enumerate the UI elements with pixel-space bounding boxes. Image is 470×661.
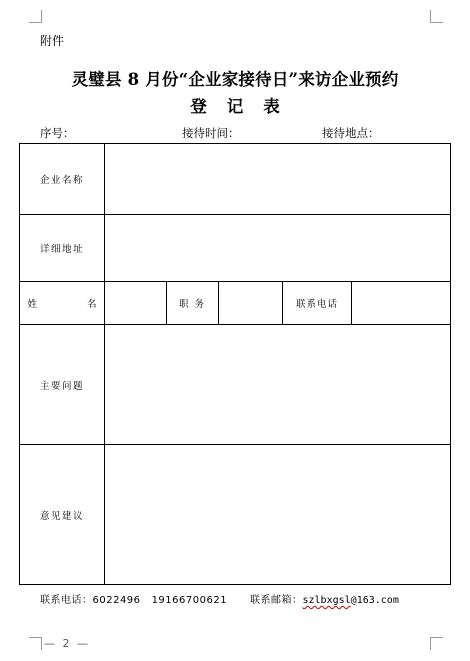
margin-mark-top-right: [430, 10, 443, 23]
table-row: [20, 325, 451, 445]
footer-phone: [40, 591, 227, 606]
serial-number-label: 序号：: [40, 126, 75, 140]
document-title: 灵璧县 8 月份“企业家接待日”来访企业预约: [71, 70, 399, 89]
reception-place-label: 接待地点：: [322, 126, 380, 140]
position-field[interactable]: [219, 282, 283, 325]
margin-mark-top-left: [29, 10, 42, 23]
table-row: [20, 282, 451, 325]
footer-phone-label: 联系电话：: [40, 595, 93, 606]
suggestion-label: 意见建议: [20, 445, 105, 585]
suggestion-field[interactable]: [105, 445, 451, 585]
contact-name-field[interactable]: [105, 282, 167, 325]
main-issue-label: 主要问题: [20, 325, 105, 445]
document-title-line2: 登记表: [190, 97, 300, 116]
attachment-label: 附件: [40, 34, 65, 48]
page-number: — 2 —: [44, 637, 90, 650]
footer-phone-numbers: 6022496 19166700621: [92, 595, 228, 606]
margin-mark-bottom-right: [430, 637, 443, 650]
registration-form-table: [19, 143, 451, 585]
contact-name-label: 姓 名: [20, 282, 105, 325]
table-row: [20, 144, 451, 215]
company-name-field[interactable]: [105, 144, 451, 215]
company-name-label: 企业名称: [20, 144, 105, 215]
reception-time-label: 接待时间：: [182, 126, 240, 140]
address-label: 详细地址: [20, 215, 105, 282]
contact-phone-label: 联系电话: [283, 282, 352, 325]
table-row: [20, 445, 451, 585]
email-user: szlbxgsl: [302, 595, 351, 606]
margin-mark-bottom-left: [29, 637, 42, 650]
table-row: [20, 215, 451, 282]
address-field[interactable]: [105, 215, 451, 282]
footer-email-label: 联系邮箱：: [250, 595, 303, 606]
contact-phone-field[interactable]: [352, 282, 451, 325]
footer-email: [250, 591, 399, 606]
email-domain: @163.com: [350, 595, 399, 606]
footer-email-address: [303, 595, 399, 606]
position-label: 职 务: [167, 282, 219, 325]
main-issue-field[interactable]: [105, 325, 451, 445]
